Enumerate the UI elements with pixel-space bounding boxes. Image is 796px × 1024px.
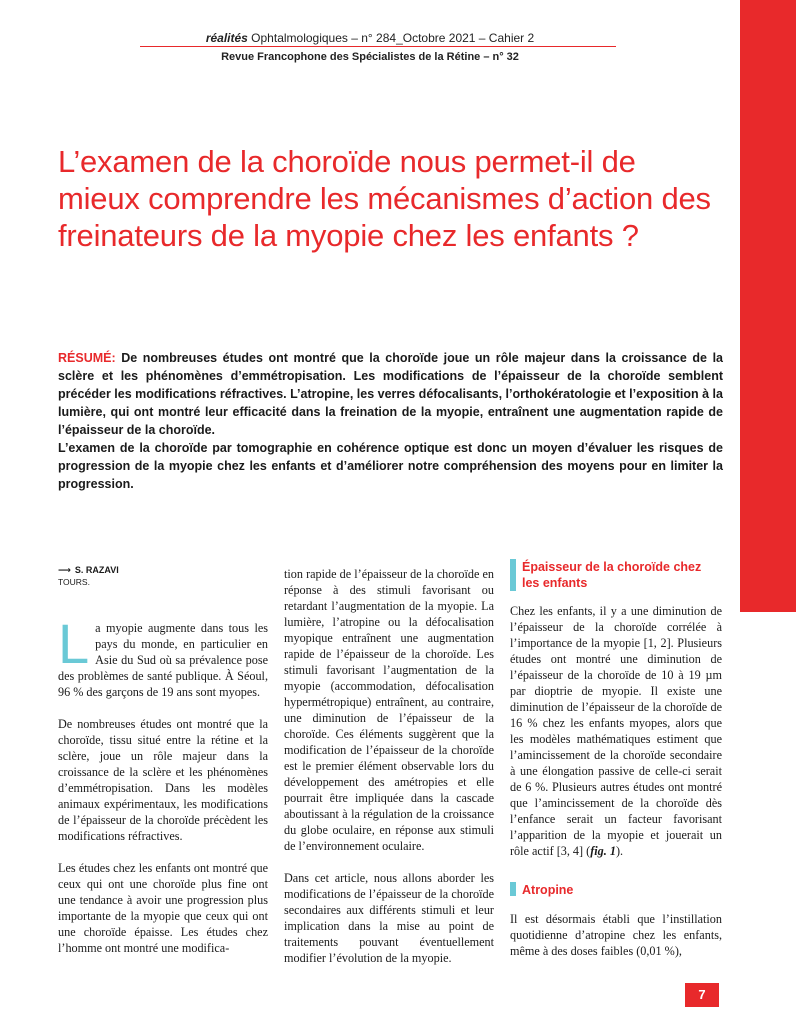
author-city: TOURS. [58,577,90,587]
journal-issue: Ophtalmologiques – n° 284_Octobre 2021 – Cahier 2 [247,31,535,45]
column-3 [510,603,722,875]
journal-name: réalités [205,31,248,45]
red-side-tab [740,0,796,612]
author-name: S. RAZAVI [74,565,119,575]
paragraph [510,603,722,859]
header-divider [140,46,616,47]
heading-accent-bar [510,882,516,896]
abstract-paragraph-2: L’examen de la choroïde par tomographie en cohérence optique est donc un moyen d’évaluer les risques de progression de la myopie chez les enfants et d’améliorer notre compréhension des moyens pour en limiter la progression. [58,441,723,491]
arrow-right-icon: ⟶ [58,565,71,575]
figure-reference: fig. 1 [590,844,616,858]
section-heading-text: Atropine [522,883,574,897]
column-3-continued [510,911,722,975]
paragraph: Les études chez les enfants ont montré que ceux qui ont une choroïde plus fine ont une tendance à avoir une progression plus importante de la myopie que ceux qui ont une choroïde épaisse. Les études chez l’homme ont montré une modifica- [58,861,268,955]
paragraph: De nombreuses études ont montré que la choroïde, tissu situé entre la rétine et la sclère, joue un rôle majeur dans la croissance de la sclère et les phénomènes d’emmétropisation. Dans les modèles animaux expérimentaux, les modifications de l’épaisseur de la choroïde précèdent les modifications réfractives. [58,717,268,843]
author-line [58,565,258,576]
paragraph: Il est désormais établi que l’instillation quotidienne d’atropine chez les enfants, même à des doses faibles (0,01 %), [510,912,722,958]
journal-subtitle: Revue Francophone des Spécialistes de la Rétine – n° 32 [221,51,519,63]
paragraph-end: ). [615,844,624,858]
intro-paragraph [58,612,268,700]
column-1 [58,612,268,972]
page-number: 7 [685,983,719,1007]
drop-cap: L [58,612,90,675]
abstract-text-1: De nombreuses études ont montré que la choroïde joue un rôle majeur dans la croissance de la sclère et les phénomènes d’emmétropisation. Les modifications de l’épaisseur de la choroïde semblent précéder les modifications réfractives. L’atropine, les verres défocalisants, l’orthokératologie et l’exposition à la lumière, qui ont montré leur efficacité dans la freination de la myopie, entraînent une augmentation rapide de l’épaisseur de la choroïde. [58,351,723,437]
abstract [58,349,723,493]
section-heading-atropine [510,882,722,898]
journal-header [0,31,740,45]
section-heading-choroid-thickness [510,559,722,591]
article-title: L’examen de la choroïde nous permet-il de mieux comprendre les mécanismes d’action des freinateurs de la myopie chez les enfants ? [58,144,711,253]
heading-accent-bar [510,559,516,591]
section-heading-text: Épaisseur de la choroïde chez les enfants [522,560,702,590]
paragraph: Dans cet article, nous allons aborder les modifications de l’épaisseur de la choroïde secondaires aux différents stimuli et leur implication dans la mise au point de traitements pouvant éventuellement modifier l’évolution de la myopie. [284,871,494,965]
paragraph: tion rapide de l’épaisseur de la choroïde en réponse à des stimuli favorisant ou retardant l’augmentation de la myopie. La lumière, l’atropine ou la défocalisation myopique entraînent une augmentation rapide de l’épaisseur de la choroïde. Les stimuli favorisant l’augmentation de la myopie (accommodation, défocalisation hypermétropique) entraînent, au contraire, une diminution de l’épaisseur de la choroïde. Ces éléments suggèrent que la modification de l’épaisseur de la choroïde est le premier élément observable lors du développement des amétropies et elle pourrait être impliquée dans la cascade aboutissant à la régulation de la croissance du globe oculaire, en réponse aux stimuli de l’environnement oculaire. [284,567,494,853]
abstract-paragraph-1 [58,349,723,439]
column-2 [284,566,494,982]
author-block [58,565,258,587]
intro-text: a myopie augmente dans tous les pays du monde, en particulier en Asie du Sud où sa prévalence pose des problèmes de santé publique. À Séoul, 96 % des garçons de 19 ans sont myopes. [58,621,268,699]
abstract-label: RÉSUMÉ: [58,351,116,365]
paragraph-text: Chez les enfants, il y a une diminution de l’épaisseur de la choroïde corrélée à l’importance de la myopie [1, 2]. Plusieurs études ont montré une diminution de l’épaisseur de la choroïde de 10 à 19 µm par dioptrie de myopie. Il existe une diminution de l’épaisseur de la choroïde de 16 % chez les enfants myopes, alors que les modèles mathématiques estiment que l’amincissement de la choroïde secondaire à une élongation passive de celle-ci serait de 6 %. Plusieurs autres études ont montré que l’amincissement de la choroïde dès l’enfance serait un facteur favorisant l’apparition de la myopie et jouerait un rôle actif [3, 4] ( [510,604,722,858]
